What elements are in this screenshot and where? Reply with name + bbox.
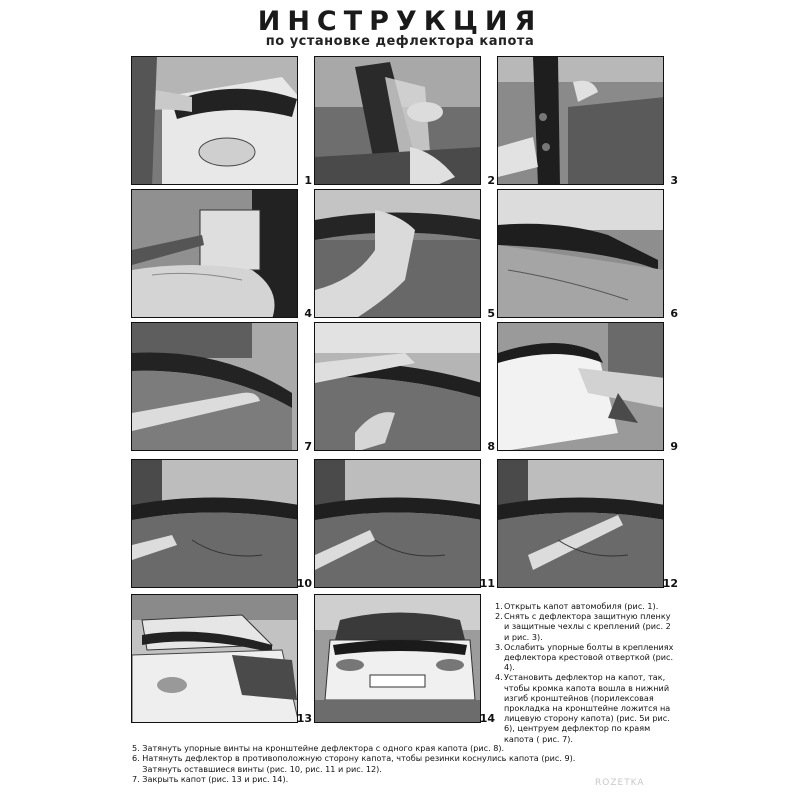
figure-8 xyxy=(314,322,495,451)
step-text: Снять с дефлектора защитную пленку и защитные чехлы с креплений (рис. 2 и рис. 3). xyxy=(504,611,671,642)
photo-tighten-left xyxy=(131,459,298,588)
photo-loosen-bolts xyxy=(131,189,298,318)
step-number: 1. xyxy=(495,601,503,611)
step-number: 2. xyxy=(495,611,503,622)
figure-2 xyxy=(314,56,495,185)
instruction-step xyxy=(495,611,675,642)
figure-number: 6 xyxy=(670,307,678,320)
figure-number: 9 xyxy=(670,440,678,453)
watermark: ROZETKA xyxy=(595,778,645,788)
figure-number: 12 xyxy=(662,577,678,590)
figure-number: 10 xyxy=(296,577,312,590)
figure-1 xyxy=(131,56,312,185)
figure-number: 11 xyxy=(479,577,495,590)
figure-number: 13 xyxy=(296,712,312,725)
photo-remove-covers xyxy=(497,56,664,185)
photo-tighten-one-side xyxy=(314,322,481,451)
figure-3 xyxy=(497,56,678,185)
photo-close-hood xyxy=(131,594,298,723)
instruction-line: Затянуть оставшиеся винты (рис. 10, рис. 11 и рис. 12). xyxy=(132,763,382,774)
figure-10 xyxy=(131,459,312,588)
figure-number: 7 xyxy=(304,440,312,453)
page-title: ИНСТРУКЦИЯ xyxy=(257,6,543,37)
figure-4 xyxy=(131,189,312,318)
step-text: Установить дефлектор на капот, так, чтобы кромка капота вошла в нижний изгиб кронштейнов (порилексовая прокладка на кронштейне ложится на лицевую сторону капота) (рис. 5и рис. 6), центруем дефлектор по краям капота ( рис. 7). xyxy=(504,672,671,744)
step-text: Открыть капот автомобиля (рис. 1). xyxy=(504,601,659,611)
figure-number: 3 xyxy=(670,174,678,187)
figure-number: 5 xyxy=(487,307,495,320)
figure-number: 4 xyxy=(304,307,312,320)
photo-center-deflector xyxy=(131,322,298,451)
figure-6 xyxy=(497,189,678,318)
figure-12 xyxy=(497,459,678,588)
figure-14 xyxy=(314,594,495,723)
figure-number: 2 xyxy=(487,174,495,187)
figure-number: 8 xyxy=(487,440,495,453)
page-subtitle: по установке дефлектора капота xyxy=(265,34,535,49)
step-text: Ослабить упорные болты в креплениях дефлектора крестовой отверткой (рис. 4). xyxy=(504,641,674,673)
instruction-line: 6. Натянуть дефлектор в противоположную сторону капота, чтобы резинки коснулись капота (рис. 9). xyxy=(132,753,576,764)
figure-number: 14 xyxy=(479,712,495,725)
photo-hood-edge xyxy=(497,189,664,318)
instruction-step xyxy=(495,642,675,673)
figure-5 xyxy=(314,189,495,318)
photo-open-hood xyxy=(131,56,298,185)
step-number: 4. xyxy=(495,672,503,683)
instruction-line: 5. Затянуть упорные винты на кронштейне дефлектора с одного края капота (рис. 8). xyxy=(132,743,505,753)
instruction-step xyxy=(495,601,675,611)
figure-number: 1 xyxy=(304,174,312,187)
photo-place-deflector xyxy=(314,189,481,318)
step-number: 3. xyxy=(495,641,503,652)
figure-7 xyxy=(131,322,312,451)
photo-tighten-center xyxy=(314,459,481,588)
photo-finished-car xyxy=(314,594,481,723)
figure-11 xyxy=(314,459,495,588)
instructions-right xyxy=(495,601,675,744)
photo-pull-deflector xyxy=(497,322,664,451)
figure-9 xyxy=(497,322,678,451)
figure-13 xyxy=(131,594,312,723)
photo-remove-film xyxy=(314,56,481,185)
photo-tighten-right xyxy=(497,459,664,588)
instruction-step xyxy=(495,672,675,743)
instruction-line: 7. Закрыть капот (рис. 13 и рис. 14). xyxy=(132,774,289,785)
